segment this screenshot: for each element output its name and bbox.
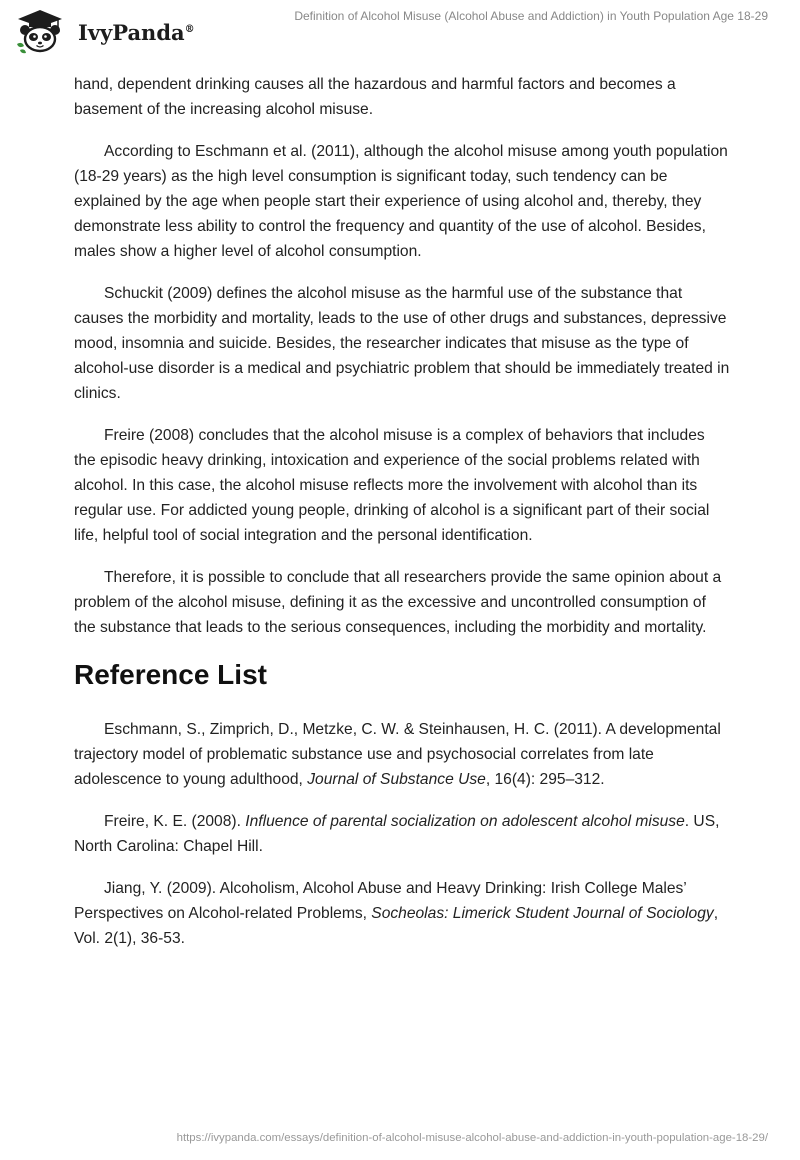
brand-name: IvyPanda® (78, 20, 195, 45)
page-header (0, 0, 800, 64)
paragraph: Schuckit (2009) defines the alcohol misuse as the harmful use of the substance that causes the morbidity and mortality, leads to the use of other drugs and substances, depressive mood, insomnia and suicide. Besides, the researcher indicates that misuse as the type of alcohol-use disorder is a medical and psychiatric problem that should be immediately treated in clinics. (74, 285, 730, 402)
reference-source-title: Influence of parental socialization on adolescent alcohol misuse (245, 813, 685, 830)
paragraph-continuation: hand, dependent drinking causes all the hazardous and harmful factors and becomes a basement of the increasing alcohol misuse. (74, 76, 676, 118)
document-title: Definition of Alcohol Misuse (Alcohol Abuse and Addiction) in Youth Population Age 18-29 (294, 9, 768, 23)
paragraph: Freire (2008) concludes that the alcohol misuse is a complex of behaviors that includes the episodic heavy drinking, intoxication and experience of the social problems related with alcohol. In this case, the alcohol misuse reflects more the involvement with alcohol than its regular use. For addicted young people, drinking of alcohol is a significant part of their social life, helpful tool of social integration and the personal identification. (74, 427, 710, 544)
reference-item: Freire, K. E. (2008). Influence of parental socialization on adolescent alcohol misuse. US, North Carolina: Chapel Hill. (74, 813, 720, 855)
source-url[interactable]: https://ivypanda.com/essays/definition-of-alcohol-misuse-alcohol-abuse-and-addiction-in-youth-population-age-18-29/ (176, 1132, 768, 1144)
paragraph: According to Eschmann et al. (2011), although the alcohol misuse among youth population (18-29 years) as the high level consumption is significant today, such tendency can be explained by the age when people start their experience of using alcohol and, thereby, they demonstrate less ability to control the frequency and quantity of the use of alcohol. Besides, males show a higher level of alcohol consumption. (74, 143, 728, 260)
ivypanda-logo[interactable] (14, 8, 214, 58)
reference-source-title: Journal of Substance Use (307, 771, 486, 788)
reference-item: Jiang, Y. (2009). Alcoholism, Alcohol Abuse and Heavy Drinking: Irish College Males’ Perspectives on Alcohol-related Problems, Socheolas: Limerick Student Journal of Sociology, Vol. 2(1), 36-53. (74, 880, 719, 947)
paragraph: Therefore, it is possible to conclude that all researchers provide the same opinion about a problem of the alcohol misuse, defining it as the excessive and uncontrolled consumption of the substance that leads to the serious consequences, including the morbidity and mortality. (74, 569, 722, 636)
essay-content (74, 72, 730, 968)
panda-graduate-icon (14, 8, 66, 54)
reference-source-title: Socheolas: Limerick Student Journal of Sociology (371, 905, 714, 922)
reference-item: Eschmann, S., Zimprich, D., Metzke, C. W. & Steinhausen, H. C. (2011). A developmental trajectory model of problematic substance use and psychosocial correlates from late adolescence to young adulthood, Journal of Substance Use, 16(4): 295–312. (74, 721, 721, 788)
reference-list-heading: Reference List (74, 659, 267, 690)
